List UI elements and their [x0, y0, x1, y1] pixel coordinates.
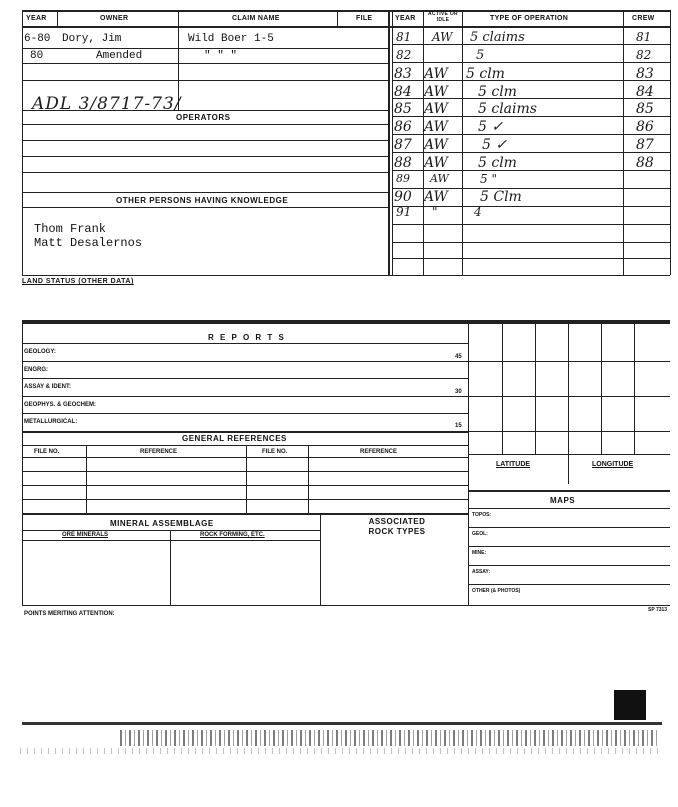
activity-year: 90: [394, 189, 412, 205]
scan-noise-band: [120, 730, 660, 746]
claim-name: " " ": [204, 50, 238, 62]
activity-type: 5 ✓: [478, 119, 504, 135]
col-type: TYPE OF OPERATION: [490, 15, 569, 22]
activity-year: 83: [394, 66, 412, 82]
form-number: SP 7313: [648, 607, 668, 613]
report-geophys: GEOPHYS. & GEOCHEM:: [24, 402, 97, 408]
scan-noise-band: [20, 748, 660, 754]
activity-status: AW: [424, 84, 448, 100]
activity-year: 81: [396, 30, 412, 44]
activity-year: 89: [396, 172, 410, 185]
points-meriting-attention: POINTS MERITING ATTENTION:: [24, 611, 115, 617]
activity-year: 82: [396, 48, 412, 62]
activity-status: AW: [430, 172, 449, 185]
owner-year: 6-80: [24, 33, 51, 45]
latitude-label: LATITUDE: [496, 461, 531, 468]
mineral-title: MINERAL ASSEMBLAGE: [110, 519, 214, 528]
operators-label: OPERATORS: [176, 113, 231, 122]
activity-type: 4: [474, 205, 482, 219]
activity-year: 88: [394, 155, 412, 171]
report-num: 45: [455, 354, 462, 360]
map-other: OTHER (& PHOTOS): [472, 588, 521, 594]
report-num: 15: [455, 423, 462, 429]
activity-status: AW: [424, 155, 448, 171]
claim-name: Wild Boer 1-5: [188, 33, 274, 45]
handwritten-reference: ADL 3/8717-73/: [32, 94, 182, 114]
activity-status: ": [432, 205, 438, 219]
col-claim-name: CLAIM NAME: [232, 15, 280, 22]
owner-year: 80: [30, 50, 44, 62]
other-person: Matt Desalernos: [34, 236, 143, 250]
col-crew: CREW: [632, 15, 655, 22]
activity-type: 5 Clm: [480, 189, 522, 205]
col-file: FILE: [356, 15, 373, 22]
activity-status: AW: [424, 137, 448, 153]
activity-crew: 87: [636, 137, 654, 153]
other-persons-label: OTHER PERSONS HAVING KNOWLEDGE: [116, 196, 289, 205]
assoc-rock-types: ASSOCIATED ROCK TYPES: [368, 517, 426, 536]
activity-type: 5: [476, 48, 485, 63]
col-rock-forming: ROCK FORMING, ETC.: [200, 532, 265, 538]
activity-type: 5 clm: [478, 84, 517, 100]
col-ore-minerals: ORE MINERALS: [62, 532, 109, 538]
owner-name: Dory, Jim: [62, 33, 122, 45]
activity-crew: 84: [636, 84, 654, 100]
activity-year: 85: [394, 101, 412, 117]
activity-year: 91: [396, 205, 412, 219]
col-year: YEAR: [26, 15, 47, 22]
activity-status: AW: [424, 66, 448, 82]
activity-type: 5 clm: [478, 155, 517, 171]
activity-status: AW: [432, 30, 453, 44]
divider-bar: [22, 320, 670, 324]
longitude-label: LONGITUDE: [592, 461, 634, 468]
report-geology: GEOLOGY:: [24, 349, 56, 355]
land-status-label: LAND STATUS (OTHER DATA): [22, 278, 134, 285]
activity-crew: 82: [636, 48, 652, 62]
activity-crew: 86: [636, 119, 654, 135]
col-file-no2: FILE NO.: [262, 449, 288, 455]
col-reference2: REFERENCE: [360, 449, 398, 455]
report-assay: ASSAY & IDENT:: [24, 384, 72, 390]
activity-type: 5 ": [480, 172, 497, 186]
map-mine: MINE:: [472, 550, 487, 556]
activity-type: 5 claims: [470, 30, 525, 45]
activity-status: AW: [424, 119, 448, 135]
col-reference: REFERENCE: [140, 449, 178, 455]
activity-year: 84: [394, 84, 412, 100]
col-file-no: FILE NO.: [34, 449, 60, 455]
map-geol: GEOL:: [472, 531, 488, 537]
map-topos: TOPOS:: [472, 512, 492, 518]
reports-title: R E P O R T S: [208, 333, 286, 342]
activity-crew: 83: [636, 66, 654, 82]
general-refs-title: GENERAL REFERENCES: [182, 434, 287, 443]
activity-crew: 88: [636, 155, 654, 171]
owner-name: Amended: [96, 50, 143, 62]
col-active: ACTIVE OR IDLE: [428, 11, 458, 23]
activity-year: 87: [394, 137, 412, 153]
activity-crew: 81: [636, 30, 652, 44]
report-num: 30: [455, 389, 462, 395]
activity-crew: 85: [636, 101, 654, 117]
scan-noise-line: [22, 722, 662, 725]
activity-status: AW: [424, 189, 448, 205]
activity-status: AW: [424, 101, 448, 117]
maps-title: MAPS: [550, 496, 576, 505]
activity-type: 5 ✓: [482, 137, 508, 153]
other-person: Thom Frank: [34, 222, 107, 236]
map-assay: ASSAY:: [472, 569, 491, 575]
activity-year: 86: [394, 119, 412, 135]
registration-mark: [614, 690, 646, 720]
report-metallurgical: METALLURGICAL:: [24, 419, 78, 425]
report-engrg: ENGRG:: [24, 367, 48, 373]
activity-type: 5 clm: [466, 66, 505, 82]
col-year2: YEAR: [395, 15, 416, 22]
col-owner: OWNER: [100, 15, 129, 22]
activity-type: 5 claims: [478, 101, 537, 117]
